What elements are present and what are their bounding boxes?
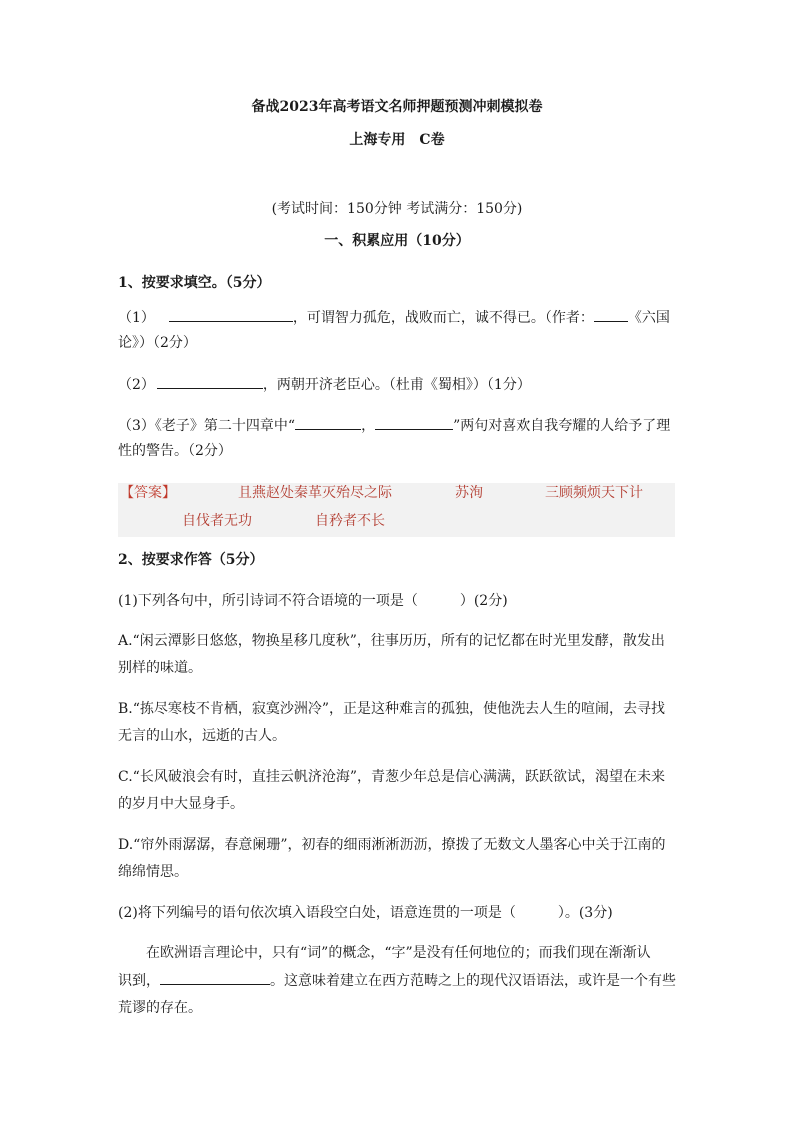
option-b: B.“拣尽寒枝不肯栖，寂寞沙洲冷”，正是这种难言的孤独，使他洗去人生的喧闹，去寻找 — [118, 701, 666, 717]
passage-line-2 — [118, 970, 676, 991]
answer-3: 三顾频烦天下计 — [545, 485, 643, 501]
option-c-cont: 的岁月中大显身手。 — [118, 796, 244, 812]
answer-blank[interactable] — [594, 307, 628, 322]
question-2-title: 2、按要求作答（5分） — [118, 552, 264, 568]
answer-2: 苏洵 — [455, 485, 483, 501]
answer-blank[interactable] — [375, 415, 453, 430]
exam-info: (考试时间：150分钟 考试满分：150分) — [271, 201, 523, 217]
item-text: （3）《老子》第二十四章中“ — [118, 418, 296, 434]
exam-title: 备战2023年高考语文名师押题预测冲刺模拟卷 — [251, 99, 543, 115]
item-text: ，可谓智力孤危，战败而亡，诚不得已。（作者： — [292, 310, 594, 326]
question-2-sub-1: (1)下列各句中，所引诗词不符合语境的一项是（ ）(2分) — [118, 593, 508, 609]
question-1-item-3 — [118, 415, 670, 436]
option-c: C.“长风破浪会有时，直挂云帆济沧海”，青葱少年总是信心满满，跃跃欲试，渴望在未来 — [118, 769, 665, 785]
passage-text: 识到， — [118, 973, 160, 989]
item-number: （1） — [118, 310, 155, 326]
item-text: ，两朝开济老臣心。（杜甫《蜀相》）（1分） — [262, 377, 531, 393]
section-heading: 一、积累应用（10分） — [324, 233, 470, 249]
exam-subtitle: 上海专用 C卷 — [349, 132, 445, 148]
question-1-title: 1、按要求填空。（5分） — [118, 275, 271, 291]
option-d: D.“帘外雨潺潺，春意阑珊”，初春的细雨淅淅沥沥，撩拨了无数文人墨客心中关于江南的 — [118, 837, 666, 853]
passage-line-3: 荒谬的存在。 — [118, 1000, 202, 1016]
option-b-cont: 无言的山水，远逝的古人。 — [118, 728, 286, 744]
passage-text: 。这意味着建立在西方范畴之上的现代汉语语法，或许是一个有些 — [270, 973, 676, 989]
answer-blank[interactable] — [295, 415, 361, 430]
answer-label: 【答案】 — [120, 485, 176, 501]
question-1-item-1-cont: 论》）（2分） — [118, 335, 197, 351]
option-d-cont: 绵绵情思。 — [118, 864, 188, 880]
question-2-sub-2: (2)将下列编号的语句依次填入语段空白处，语意连贯的一项是（ ）。(3分) — [118, 905, 613, 921]
question-1-item-1 — [118, 307, 670, 328]
item-sep: ， — [361, 418, 376, 434]
answer-1: 且燕赵处秦革灭殆尽之际 — [238, 485, 392, 501]
passage-line-1: 在欧洲语言理论中，只有“词”的概念，“字”是没有任何地位的；而我们现在渐渐认 — [146, 945, 651, 961]
question-1-item-3-cont: 性的警告。（2分） — [118, 443, 232, 459]
answer-5: 自矜者不长 — [315, 513, 385, 529]
option-a: A.“闲云潭影日悠悠，物换星移几度秋”，往事历历，所有的记忆都在时光里发酵，散发出 — [118, 633, 665, 649]
item-number: （2） — [118, 377, 155, 393]
answer-blank[interactable] — [157, 374, 263, 389]
answer-4: 自伐者无功 — [182, 513, 252, 529]
question-1-item-2 — [118, 374, 531, 395]
item-source: 《六国 — [627, 310, 670, 326]
option-a-cont: 别样的味道。 — [118, 660, 202, 676]
answer-blank[interactable] — [169, 307, 293, 322]
answer-blank[interactable] — [160, 970, 270, 985]
item-text: ”两句对喜欢自我夸耀的人给予了理 — [453, 418, 671, 434]
